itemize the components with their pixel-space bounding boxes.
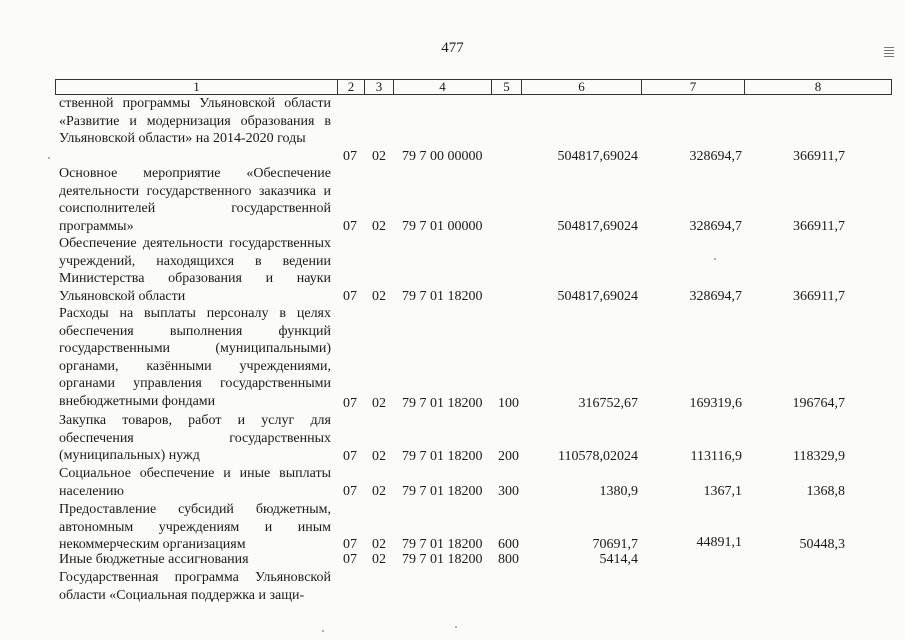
row-amount-8: 50448,3: [799, 537, 845, 552]
row-expense-type: 300: [498, 484, 519, 499]
row-expense-type: 600: [498, 537, 519, 552]
row-section: 07: [343, 552, 357, 567]
row-subsection: 02: [372, 149, 386, 164]
row-amount-8: 366911,7: [793, 149, 845, 164]
row-target-code: 79 7 00 00000: [402, 149, 483, 164]
row-description: Государственная программа Ульяновской области «Социальная поддержка и защи-: [59, 570, 331, 603]
row-amount-7: 328694,7: [689, 149, 742, 164]
row-section: 07: [343, 537, 357, 552]
row-subsection: 02: [372, 552, 386, 567]
row-subsection: 02: [372, 289, 386, 304]
scan-margin-tick: [884, 50, 894, 51]
scan-speck: [322, 630, 324, 632]
row-subsection: 02: [372, 449, 386, 464]
row-description: Иные бюджетные ассигнования: [59, 552, 249, 567]
row-amount-7: 328694,7: [689, 219, 742, 234]
header-col-3: 3: [365, 80, 394, 94]
row-amount-6: 110578,02024: [558, 449, 638, 464]
scan-margin-tick: [884, 53, 894, 54]
row-expense-type: 800: [498, 552, 519, 567]
row-amount-6: 504817,69024: [557, 289, 638, 304]
page-number: 477: [441, 40, 464, 56]
row-subsection: 02: [372, 219, 386, 234]
row-target-code: 79 7 01 18200: [402, 537, 483, 552]
row-description: Основное мероприятие «Обеспечение деятельности государственного заказчика и соисполнителей государственной программы»: [59, 166, 331, 234]
row-target-code: 79 7 01 18200: [402, 289, 483, 304]
row-amount-7: 113116,9: [690, 449, 742, 464]
header-col-8: 8: [814, 79, 822, 94]
row-amount-7: 1367,1: [703, 484, 742, 499]
row-section: 07: [343, 149, 357, 164]
row-description: ственной программы Ульяновской области «Развитие и модернизация образования в Ульяновской области» на 2014-2020 годы: [59, 96, 331, 146]
row-description: Социальное обеспечение и иные выплаты населению: [59, 466, 331, 499]
scan-margin-tick: [884, 56, 894, 57]
scan-speck: [714, 258, 716, 260]
row-amount-7: 328694,7: [689, 289, 742, 304]
row-subsection: 02: [372, 484, 386, 499]
header-col-6: 6: [522, 80, 642, 94]
row-description: Предоставление субсидий бюджетным, автономным учреждениям и иным некоммерческим организациям: [59, 502, 331, 552]
row-amount-8: 118329,9: [793, 449, 845, 464]
row-amount-7: 169319,6: [689, 396, 742, 411]
row-target-code: 79 7 01 18200: [402, 552, 483, 567]
row-amount-8: 366911,7: [793, 289, 845, 304]
row-amount-6: 504817,69024: [557, 219, 638, 234]
row-amount-6: 504817,69024: [557, 149, 638, 164]
header-col-2: 2: [338, 80, 365, 94]
row-section: 07: [343, 219, 357, 234]
scan-speck: [455, 626, 457, 628]
row-subsection: 02: [372, 537, 386, 552]
header-col-7: 7: [642, 80, 745, 94]
row-expense-type: 200: [498, 449, 519, 464]
row-target-code: 79 7 01 18200: [402, 484, 483, 499]
scan-margin-tick: [884, 47, 894, 48]
header-col-5: 5: [492, 80, 522, 94]
header-col-4: 4: [394, 80, 492, 94]
row-amount-6: 70691,7: [592, 537, 638, 552]
header-col-1: 1: [56, 80, 338, 94]
row-section: 07: [343, 396, 357, 411]
row-amount-8: 366911,7: [793, 219, 845, 234]
row-amount-8: 1368,8: [806, 484, 845, 499]
row-target-code: 79 7 01 18200: [402, 396, 483, 411]
row-description: Закупка товаров, работ и услуг для обеспечения государственных (муниципальных) нужд: [59, 413, 331, 463]
scan-speck: [48, 157, 50, 159]
row-description: Обеспечение деятельности государственных учреждений, находящихся в ведении Министерства образования и науки Ульяновской области: [59, 236, 331, 304]
row-target-code: 79 7 01 18200: [402, 449, 483, 464]
row-expense-type: 100: [498, 396, 519, 411]
row-amount-8: 196764,7: [792, 396, 845, 411]
row-amount-6: 5414,4: [599, 552, 638, 567]
row-amount-6: 1380,9: [599, 484, 638, 499]
row-target-code: 79 7 01 00000: [402, 219, 483, 234]
row-amount-6: 316752,67: [578, 396, 638, 411]
row-section: 07: [343, 484, 357, 499]
row-section: 07: [343, 289, 357, 304]
row-description: Расходы на выплаты персоналу в целях обеспечения выполнения функций государственными (муниципальными) органами, казёнными учреждениями, органами управления государственными внебюджетными фондами: [59, 306, 331, 409]
row-amount-7: 44891,1: [696, 535, 742, 550]
row-subsection: 02: [372, 396, 386, 411]
row-section: 07: [343, 449, 357, 464]
table-header: [55, 79, 892, 95]
